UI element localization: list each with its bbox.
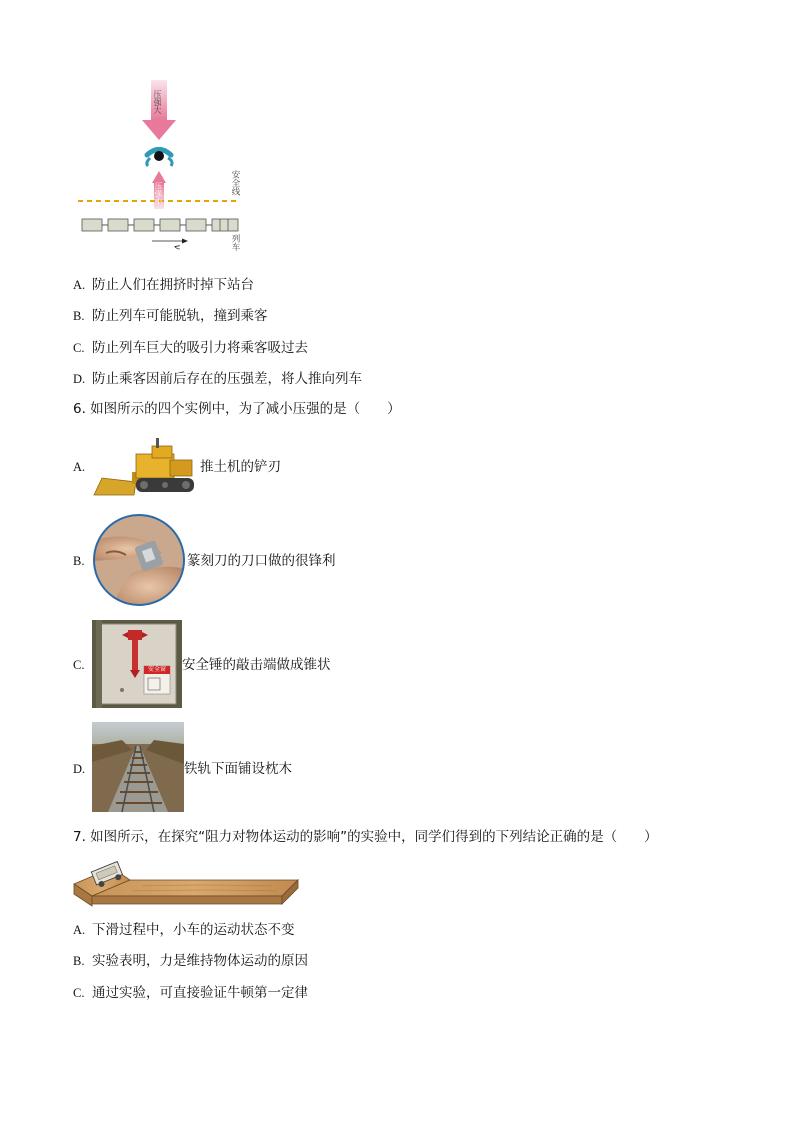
option-letter: B. <box>73 954 85 968</box>
low-pressure-label: 压强小 <box>154 182 163 205</box>
option-text: 实验表明，力是维持物体运动的原因 <box>92 953 308 969</box>
option-text: 通过实验，可直接验证牛顿第一定律 <box>92 985 308 1001</box>
option-text: 防止人们在拥挤时掉下站台 <box>92 277 254 293</box>
high-pressure-label: 压强大 <box>153 90 162 114</box>
q6-option-c-letter: C. <box>73 658 85 672</box>
option-letter: C. <box>73 986 85 1000</box>
railway-track-photo <box>92 722 184 812</box>
option-letter: B. <box>73 309 85 323</box>
option-text: 下滑过程中，小车的运动状态不变 <box>92 922 295 938</box>
inclined-plane-figure <box>72 858 302 908</box>
safety-line-label: 安全线 <box>230 170 240 196</box>
q6-option-a-letter: A. <box>73 460 86 474</box>
station-figure <box>70 78 270 258</box>
train-label: 列车 <box>230 234 240 251</box>
q6-option-b-text: 篆刻刀的刀口做的很锋利 <box>187 553 336 569</box>
q6-option-c-text: 安全锤的敲击端做成锥状 <box>182 657 331 673</box>
bulldozer-photo <box>92 432 200 500</box>
station-diagram <box>70 78 270 258</box>
q6-option-d-letter: D. <box>73 762 86 776</box>
q6-option-d-text: 铁轨下面铺设枕木 <box>184 761 292 777</box>
q6-option-b-letter: B. <box>73 554 85 568</box>
option-letter: D. <box>73 372 86 386</box>
option-text: 防止列车可能脱轨，撞到乘客 <box>92 308 268 324</box>
q6-stem: 6. 如图所示的四个实例中，为了减小压强的是（ ） <box>73 401 401 417</box>
option-text: 防止乘客因前后存在的压强差，将人推向列车 <box>92 371 362 387</box>
safety-window-sign: 安全窗 <box>147 666 166 673</box>
q7-stem: 7. 如图所示，在探究“阻力对物体运动的影响”的实验中，同学们得到的下列结论正确的是（ ） <box>73 829 658 845</box>
velocity-label: v <box>171 244 182 250</box>
option-letter: A. <box>73 923 86 937</box>
option-letter: A. <box>73 278 86 292</box>
q6-option-a-text: 推土机的铲刃 <box>200 459 281 475</box>
option-letter: C. <box>73 341 85 355</box>
safety-hammer-photo <box>92 620 182 708</box>
passenger-figure <box>147 150 172 167</box>
option-text: 防止列车巨大的吸引力将乘客吸过去 <box>92 340 308 356</box>
carving-knife-photo <box>92 513 186 607</box>
